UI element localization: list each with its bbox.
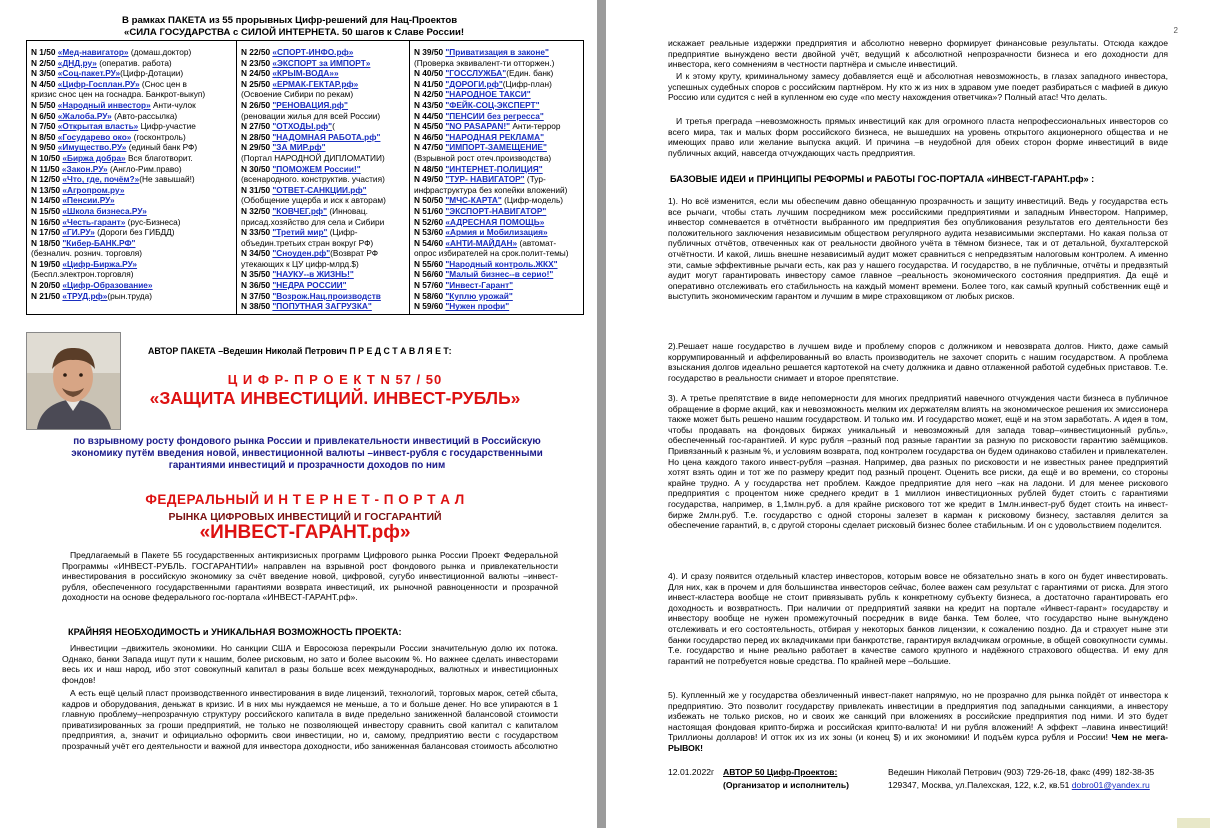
project-number: N 26/50 [241,99,271,110]
project-list-item [241,89,406,100]
project-note: (оператив. работа) [96,57,172,68]
project-list-item [31,206,233,217]
project-name-link[interactable]: «ТРУД.рф» [62,290,108,301]
project-number: N 9/50 [31,142,56,153]
project-number: N 30/50 [241,163,271,174]
project-list-item [241,111,406,122]
project-name-link[interactable]: «ГИ.РУ» [62,227,95,238]
project-number: N 10/50 [31,152,61,163]
project-list-item [241,301,406,312]
project-name-link[interactable]: «ЭКСПОРТ за ИМПОРТ» [272,57,371,68]
project-number: N 22/50 [241,47,271,57]
project-list-item [31,269,233,280]
project-name-link[interactable]: «Мед-навигатор» [57,47,129,57]
project-number: N 21/50 [31,290,61,301]
project-list-item [31,174,233,185]
project-number: N 34/50 [241,248,271,259]
project-number: N 5/50 [31,99,56,110]
project-number: N 28/50 [241,131,271,142]
project-note: Анти-террор [510,121,561,132]
project-name-link[interactable]: "NO PASAPAN!" [445,121,511,132]
project-number: N 41/50 [414,78,444,89]
project-list-item [31,195,233,206]
project-note: (Портал НАРОДНОЙ ДИПЛОМАТИИ) [241,152,385,163]
projects-column-1 [27,41,237,315]
project-note: (Не завышай!) [139,174,195,185]
project-name-link[interactable]: «КРЫМ-ВОДА»» [272,68,339,79]
project-list-item [241,259,406,270]
project-number: N 6/50 [31,110,56,121]
project-list-item [414,269,580,280]
project-number: N 7/50 [31,121,56,132]
document-page-2 [606,0,1210,828]
project-name-link[interactable]: «Честь-гарант» [62,216,126,227]
project-name-link[interactable]: "ПОМОЖЕМ России!" [272,163,361,174]
author-portrait-image [27,333,120,429]
project-name-link[interactable]: "Народный контроль.ЖКХ" [445,258,558,269]
project-number: N 18/50 [31,237,61,248]
project-list-item [241,195,406,206]
footer-author-label: АВТОР 50 Цифр-Проектов: [723,767,838,777]
project-list-item [414,174,580,185]
project-list-item [414,259,580,270]
project-name-link[interactable]: "ИНТЕРНЕТ-ПОЛИЦИЯ" [445,163,543,174]
project-note: (единый банк РФ) [126,142,198,153]
project-note: присад.хозяйство для села и Сибири [241,216,385,227]
project-name-link[interactable]: "МЧС-КАРТА" [445,195,502,206]
project-note: (реновации жилья для всей России) [241,110,381,121]
project-number: N 47/50 [414,142,444,153]
project-name-link[interactable]: "ТУР- НАВИГАТОР" [445,174,525,185]
project-name-link[interactable]: "Сноуден.рф" [272,248,331,259]
principle-2: 2).Решает наше государство в лучшем виде и проблему споров с должником и невозврата долгов. Никто, даже самый коррумпированный и аффелированный во власть производитель не захочет спорить с нашим государством. А проблема взыскания долгов идеально решается картотекой на счету должника и давно отлаженной работой судебных приставов. Т.е. государство в реальности снимает и второе препятствие. [668,341,1168,383]
project-list-item [241,206,406,217]
project-list-item [414,301,580,312]
necessity-paragraph-2: А есть ещё целый пласт производственного инвестирования в виде лицензий, технологий, торговых марок, сетей сбыта, кадров и оборудования, деньжат в кризис. И в них мы нуждаемся не меньше, а то и больше денег. Но все упираются в 1 главную проблему–непрозрачную структуру российского капитала в виде предельно заниженной балансовой стоимости приватизированных за гроши предприятий, не только не позволяющей инвестору сравнить свой капитал с капиталом предприятия, а, значит и официально оформить свои инвестиции, но и, самому, предприятию вести с государством прозрачный учёт его деятельности и важной для инвестора доходности, ибо заниженная балансовая стоимость абсолютно [62,688,558,751]
project-name-link[interactable]: "НАДОМНАЯ РАБОТА.рф" [272,131,381,142]
project-number: N 45/50 [414,121,444,132]
project-list-item [31,291,233,302]
project-list-item [414,217,580,228]
project-list-item [241,238,406,249]
project-list-item [241,164,406,175]
project-name-link[interactable]: «Жалоба.РУ» [57,110,112,121]
necessity-paragraph-1: Инвестиции –движитель экономики. Но санкции США и Евросоюза перекрыли России значительную долю их потока. Однако, банки Запада ищут пути к нашим, более рисковым, но зато и более высоким %. Но важнее сделать инвесторами весь их и наш народ, ибо этот совокупный капитал в разы больше всех международных, валютных и инвестиционных фондов! [62,643,558,685]
project-note: Вся благотворит. [125,152,193,163]
portal-line-3: «ИНВЕСТ-ГАРАНТ.рф» [199,522,411,543]
project-name-link[interactable]: «Армия и Мобилизация» [445,227,548,238]
project-note: (Освоение Сибири по рекам) [241,89,354,100]
principle-5-slogan: Чем не мега-РЫВОК! [668,732,1168,753]
project-note: (Авто-рассылка) [111,110,178,121]
project-list-item [414,248,580,259]
project-note: инфраструктура без копейки вложений) [414,184,568,195]
project-note: (Возврат РФ [330,248,379,259]
p2-top-paragraph-1: искажает реальные издержки предприятия и абсолютно неверно формирует финансовые результаты. Отсюда каждое предприятие вынуждено вести двойной учёт, ведущий к абсолютной непрозрачности бизнеса и его доходности для инвестора, кего сомнениям в честности партнёра и смысле инвестиций. [668,38,1168,70]
project-number: N 36/50 [241,280,271,291]
project-list-item [414,291,580,302]
project-list-item [241,79,406,90]
project-list-item [31,164,233,175]
project-note: (Снос цен в [139,78,187,89]
project-name-link[interactable]: "Кибер-БАНК.РФ" [62,237,136,248]
project-name-link[interactable]: «АДРЕСНАЯ ПОМОЩЬ» [445,216,545,227]
project-list-item [31,217,233,228]
project-number: N 51/60 [414,205,444,216]
principle-5 [668,690,1168,754]
project-list-item [414,58,580,69]
footer-address [888,780,1150,791]
p2-top-paragraph-2: И к этому круту, криминальному замесу добавляется ещё и абсолютная невозможность, в глазах западного инвестора, успешных судебных споров с российским партнёром. Ну кто ж из них в здравом уме поедет разбираться с мафией в дикую Россию или судится с ней в купленном ею суде «по месту нахождения ответчика»? Полный атас! Что делать. [668,71,1168,103]
principle-3: 3). А третье препятствие в виде непомерности для многих предприятий навечного отчуждения части бизнеса в публичное обращение в форме акций, как и невозможность мелким их держателям влиять на экономическое решения их эмиссионера также может быть решено нашим государством. И только им. И государство может, ещё и на этом заработать. А идея в том, чтобы продавать на фондовых биржах уникальный и невозможный для запада товар–«инвестиционный рубль», обеспеченный гос-гарантией. И курс рубля –разный под разные гарантии за разную по рисковости гарантию заёмщиков. Привязанный к разным %, и условиям возврата, под контролем государства он будем одинаково стабилен и привлекателен. Но цена каждого такого инвест-рубля –разная. Например, два разных по рисковости и не известных ранее предприятий хотят взять один и тот же по размеру кредит под разный процент. Оценить все риски, да ещё и во времени, со стороны крайне трудно. А у государства нет проблем. Каждое предприятие для него –как на ладони. И для менее рискового предприятия с процентом ниже среднего кредит в 1 миллион инвестиционных рублей будет стоить с гарантиями государства, например, в 1,1млн.руб. а для крайне рискового тот же кредит в 1млн.инвест-руб будет стоить на инвест-бирже 2млн.руб. Т.е. государство с одной стороны залезет в карман к рисковому бизнесу, заставляя делится за обеспечение гарантий, в, с другой стороны сделает рисковый бизнес более стабильным. И он с удовольствием поделится. [668,393,1168,531]
project-list-item [241,227,406,238]
project-number: N 33/50 [241,227,271,238]
project-list-item [241,153,406,164]
project-name-link[interactable]: "РЕНОВАЦИЯ.рф" [272,99,348,110]
project-note: Анти-чулок [150,99,196,110]
project-title: «ЗАЩИТА ИНВЕСТИЦИЙ. ИНВЕСТ-РУБЛЬ» [149,388,521,408]
project-name-link[interactable]: «Открытая власть» [57,121,139,132]
header-line-1: В рамках ПАКЕТА из 55 прорывных Цифр-решений для Нац-Проектов [122,15,458,26]
project-list-item [241,132,406,143]
project-number: N 54/60 [414,237,444,248]
project-list-item [414,185,580,196]
project-list-item [414,132,580,143]
project-note: (Обобщение ущерба и иск к авторам) [241,195,386,206]
project-list-item [31,185,233,196]
project-list-item [31,280,233,291]
project-number: N 3/50 [31,68,56,79]
project-number: N 43/50 [414,99,444,110]
project-number: N 13/50 [31,184,61,195]
project-number: N 12/50 [31,174,61,185]
project-number: N 20/50 [31,280,61,291]
project-name-link[interactable]: "Приватизация в законе" [445,47,549,57]
project-note: (Цифр-Дотации) [120,68,184,79]
project-number: N 40/50 [414,68,444,79]
project-list-item [31,100,233,111]
project-note: (Цифр-модель) [501,195,564,206]
project-list-item [241,47,406,58]
project-list-item [241,280,406,291]
project-note: ( [332,121,335,132]
project-note: опрос избирателей на срок.полит-темы) [414,248,569,259]
author-photo [26,332,121,430]
project-list-item [414,206,580,217]
project-list-item [414,195,580,206]
projects-column-2 [237,41,410,315]
project-number: N 49/50 [414,174,444,185]
principle-4: 4). И сразу появится отдельный кластер инвесторов, которым вовсе не обязательно знать в кого он будет инвестировать. Для них, как в прочем и для большинства инвесторов сейчас, более важен сам результат с гарантиями от риска. Для этого инвест-кластера вообще не стоит привязывать рубль к конкретному субъекту бизнеса, а достаточно гарантировать его доходность и возвратность. При наличии от предприятий заявки на кредит на портале «Инвест-гарант» государству и инвестору вообще не нужен промежуточный посредник в виде банка. Тем более, что государство ныне вынуждено отслеживать и его состоятельность, отбирая у некоторых банков лицензии, к сожалению поздно. Да и страхует ныне эти банки государство перед их вкладчиками при банкротстве, гарантируя вкладчикам огромные, в общей совокупности суммы. Т.е. государство и ныне реально работает в качестве самого крупного и надёжного страхового общества. И ему для гарантий не потребуется новые средства. По крайней мере –большие. [668,571,1168,666]
footer-contact: Ведешин Николай Петрович (903) 729-26-18, факс (499) 182-38-35 [888,767,1155,777]
portal-line-2: РЫНКА ЦИФРОВЫХ ИНВЕСТИЦИЙ И ГОСГАРАНТИЙ [168,511,442,523]
project-name-link[interactable]: «Цифр-Госплан.РУ» [57,78,140,89]
project-name-link[interactable]: «Агропром.ру» [62,184,125,195]
project-number: N 50/50 [414,195,444,206]
project-note: (Цифр- [327,227,358,238]
project-number: N 37/50 [241,290,271,301]
project-number: N 25/50 [241,78,271,89]
project-list-item [31,142,233,153]
project-number: N 56/60 [414,269,444,280]
project-number: N 19/50 [31,258,61,269]
project-list-item [241,269,406,280]
project-number: N 44/50 [414,110,444,121]
project-code: Ц И Ф Р- П Р О Е К Т N 57 / 50 [227,372,443,387]
project-number: N 17/50 [31,227,61,238]
project-list-item [31,153,233,164]
project-name-link[interactable]: "КОВЧЕГ.рф" [272,205,328,216]
project-list-item [414,121,580,132]
project-list-item [31,89,233,100]
project-number: N 23/50 [241,57,271,68]
project-list-item [241,100,406,111]
project-note: (Взрывной рост отеч.производства) [414,152,552,163]
project-number: N 24/50 [241,68,271,79]
project-number: N 29/50 [241,142,271,153]
project-name-link[interactable]: «АНТИ-МАЙДАН» [445,237,518,248]
project-note: (Беспл.электрон.торговля) [31,269,134,280]
project-note: (Англо-Рим.право) [107,163,182,174]
project-number: N 46/50 [414,131,444,142]
project-note: (Тур- [524,174,546,185]
document-page-1 [0,0,597,828]
project-number: N 52/60 [414,216,444,227]
project-note: (рын.труда) [107,290,153,301]
project-name-link[interactable]: «Соц-пакет.РУ» [57,68,121,79]
project-note: (рус-Бизнеса) [125,216,181,227]
project-name-link[interactable]: «Государево око» [57,131,132,142]
project-list-item [241,68,406,79]
project-list-item [31,79,233,90]
project-number: N 58/60 [414,290,444,301]
project-subtitle: по взрывному росту фондового рынка России и привлекательности инвестиций в Российскую экономику путём введения новой, инвестиционной валюты –инвест-рубля с государственными гарантиями инвестиций и прозрачности доходов по ним [71,436,543,472]
project-name-link[interactable]: "ГОССЛУЖБА" [445,68,507,79]
project-name-link[interactable]: «Что, где, почём?» [62,174,140,185]
intro-paragraph: Предлагаемый в Пакете 55 государственных антикризисных программ Цифрового рынка России Проект Федеральной Программы «ИНВЕСТ-РУБЛЬ. ГОСГАРАНТИИ» направлен на взрывной рост фондового рынка и привлекательности инвестирования в российскую экономику за счёт введение новой, цифровой, сугубо инвестиционной валюты –инвест-рубля, обеспеченного государственными гарантиями возврата инвестиций, их рыночной равноценности и прозрачной доходности на основе федерального гос-портала «ИНВЕСТ-ГАРАНТ.рф». [62,550,558,603]
project-note: Цифр-участие [138,121,196,132]
project-name-link[interactable]: "Нужен профи" [445,301,510,312]
principle-5-text: 5). Купленный же у государства обезличенный инвест-пакет напрямую, но не прозрачно для рынка пойдёт от инвестора к предприятию. Это позволит государству привлекать инвестиции в предприятия под западными санкциями, а инвестору избежать не только рисков, но и своих же санкций при вложениях в российские предприятия под ними. И это будет настоящая фондовая крипто-биржа и российская крипто-валюта! И ни рубля вложений! А эффект –лавина инвестиций! Триллионы долларов! И отток их из их зоны (и конец $) и их экономики! И подъём курса рубля и России! [668,690,1168,743]
project-list-item [241,174,406,185]
project-list-item [414,142,580,153]
project-number: N 55/60 [414,258,444,269]
project-list-item [31,248,233,259]
project-number: N 35/50 [241,269,271,280]
project-note: объедин.третьих стран вокруг РФ) [241,237,374,248]
project-list-item [414,100,580,111]
project-list-item [31,47,233,58]
project-note: (всенародного. конструктив. участия) [241,174,385,185]
project-note: (безналич. рознич. торговля) [31,248,143,259]
project-note: (госконтроль) [131,131,186,142]
project-number: N 15/50 [31,205,61,216]
project-number: N 1/50 [31,47,56,57]
necessity-heading: КРАЙНЯЯ НЕОБХОДИМОСТЬ и УНИКАЛЬНАЯ ВОЗМОЖНОСТЬ ПРОЕКТА: [68,627,402,637]
header-line-2: «СИЛА ГОСУДАРСТВА с СИЛОЙ ИНТЕРНЕТА. 50 шагов к Славе России! [124,27,465,38]
principle-1: 1). Но всё изменится, если мы обеспечим давно обещанную прозрачность и защиту инвестиций. Ведь у государства есть все рычаги, чтобы стать лучшим посредником меж российскими предприятиями и западным Инвестором. Например, инвестор сомневается в отчётности выбранного им предприятия без опубликования результатов его деятельности без положительного заключения независимым обществом регулярного аудита независимыми экспертами. Но какая польза от публичных отчётов, отвеченных как от реальности двойного учёта в тёмном бизнесе, так и от детальной, бухгалтерской отчётности. И какой, лишь внешне независимый аудит может сравниться с непредвзятым налоговым контролем. А именно эти, самые эффективные рычаги есть, как раз у нашего государства. И государство, в не публичные, отчёты и предвзятый аудит могут гарантировать инвестору самое главное –реальность экономического состояния предприятия. Да ещё и оперативно отслеживать его стабильность на каждый момент времени. Более того, как самый крупный собственник ещё и выступить экономическим гарантом и лучшим в мире страховщиком от любых рисков. [668,196,1168,302]
section-heading: БАЗОВЫЕ ИДЕИ и ПРИНЦИПЫ РЕФОРМЫ и РАБОТЫ ГОС-ПОРТАЛА «ИНВЕСТ-ГАРАНТ.рф» : [670,174,1095,184]
project-number: N 2/50 [31,57,56,68]
project-note: (домаш.доктор) [128,47,192,57]
project-number: N 48/50 [414,163,444,174]
status-indicator [1177,818,1210,828]
project-list-item [31,68,233,79]
project-name-link[interactable]: "ЗА МИР.рф" [272,142,326,153]
project-name-link[interactable]: "НАРОДНАЯ РЕКЛАМА" [445,131,545,142]
project-note: (Дороги без ГИБДД) [94,227,175,238]
project-name-link[interactable]: «Цифр-Образование» [62,280,153,291]
project-name-link[interactable]: "Куплю урожай" [445,290,513,301]
project-number: N 38/50 [241,301,271,312]
project-list-item [31,227,233,238]
project-note: утекающих к ЦУ цифр-млрд.$) [241,258,359,269]
project-name-link[interactable]: "ЭКСПОРТ-НАВИГАТОР" [445,205,547,216]
project-list-item [414,89,580,100]
projects-table [26,40,584,315]
project-number: N 59/60 [414,301,444,312]
project-name-link[interactable]: «Народный инвестор» [57,99,151,110]
project-list-item [414,111,580,122]
project-list-item [414,68,580,79]
project-name-link[interactable]: "НАРОДНОЕ ТАКСИ" [445,89,531,100]
project-name-link[interactable]: «Закон.РУ» [61,163,108,174]
footer-date: 12.01.2022г [668,767,715,777]
project-number: N 39/50 [414,47,444,57]
package-header [122,15,542,39]
project-number: N 31/50 [241,184,271,195]
project-note: кризис снос цен на госнадра. Банкрот-выкуп) [31,89,206,100]
project-name-link[interactable]: "ДОРОГИ.рф" [445,78,503,89]
project-list-item [241,185,406,196]
project-note: (автомат- [517,237,557,248]
footer-role: (Организатор и исполнитель) [723,780,850,790]
projects-column-3 [410,41,584,315]
project-list-item [31,259,233,270]
project-list-item [31,111,233,122]
project-number: N 53/60 [414,227,444,238]
portal-line-1: ФЕДЕРАЛЬНЫЙ И Н Т Е Р Н Е Т - П О Р Т А Л [145,492,465,507]
p2-top-paragraph-3: И третья преграда –невозможность прямых инвестиций как для огромного пласта непрофессиональных инвесторов со всего мира, так и малых форм российского бизнеса, не вышедших на уровень открытого акционерного общества и не имеющих право или желание выпуска акций. И причина –в неудобной для обеих сторон форме инвестиций в виде публичных акций, навсегда отчуждающих часть предприятия. [668,116,1168,158]
author-presents: АВТОР ПАКЕТА –Ведешин Николай Петрович П Р Е Д С Т А В Л Я Е Т: [148,346,452,356]
project-name-link[interactable]: "ОТХОДЫ.рф" [272,121,333,132]
project-list-item [414,238,580,249]
project-name-link[interactable]: «Школа бизнеса.РУ» [62,205,147,216]
project-name-link[interactable]: "ПОПУТНАЯ ЗАГРУЗКА" [272,301,372,312]
project-name-link[interactable]: "ФЕЙК-СОЦ-ЭКСПЕРТ" [445,99,540,110]
project-number: N 8/50 [31,131,56,142]
project-number: N 11/50 [31,163,60,174]
project-name-link[interactable]: "Возрож.Нац.производств [272,290,381,301]
project-name-link[interactable]: «Имущество.РУ» [57,142,127,153]
project-name-link[interactable]: «Пенсии.РУ» [62,195,115,206]
project-name-link[interactable]: "Инвест-Гарант" [445,280,514,291]
project-name-link[interactable]: "ОТВЕТ-САНКЦИИ.рф" [272,184,367,195]
footer-address-text: 129347, Москва, ул.Палехская, 122, к.2, кв.51 [888,780,1072,790]
project-list-item [414,280,580,291]
project-number: N 4/50 [31,78,56,89]
project-list-item [31,121,233,132]
project-name-link[interactable]: "Третий мир" [272,227,328,238]
project-note: (Инновац. [327,205,368,216]
project-list-item [241,142,406,153]
footer-email-link[interactable]: dobro01@yandex.ru [1071,780,1150,790]
project-name-link[interactable]: "Малый бизнес--в серио!" [445,269,554,280]
project-name-link[interactable]: "ПЕНСИИ без регресса" [445,110,544,121]
project-list-item [414,153,580,164]
project-list-item [241,248,406,259]
project-number: N 27/50 [241,121,271,132]
project-list-item [241,58,406,69]
project-note: (Проверка эквивалент-ти отторжен.) [414,57,555,68]
project-number: N 16/50 [31,216,61,227]
project-list-item [241,217,406,228]
project-note: (Един. банк) [506,68,554,79]
project-name-link[interactable]: "НАУКУ--в ЖИЗНЬ!" [272,269,354,280]
project-number: N 32/50 [241,205,271,216]
project-list-item [31,238,233,249]
project-note: (Цифр-план) [502,78,552,89]
project-list-item [241,121,406,132]
project-list-item [414,79,580,90]
project-list-item [31,132,233,143]
project-name-link[interactable]: "ИМПОРТ-ЗАМЕЩЕНИЕ" [445,142,547,153]
project-list-item [414,227,580,238]
project-number: N 14/50 [31,195,61,206]
project-list-item [241,291,406,302]
page-number: 2 [1173,26,1178,35]
project-name-link[interactable]: «ЕРМАК-ГЕКТАР.рф» [272,78,359,89]
project-list-item [31,58,233,69]
project-list-item [414,47,580,58]
project-name-link[interactable]: "НЕДРА РОССИИ" [272,280,347,291]
project-number: N 42/50 [414,89,444,100]
project-name-link[interactable]: «Биржа добра» [62,152,126,163]
project-name-link[interactable]: «Цифр-Биржа.РУ» [62,258,138,269]
project-name-link[interactable]: «ДНД.ру» [57,57,97,68]
project-list-item [414,164,580,175]
project-name-link[interactable]: «СПОРТ-ИНФО.рф» [272,47,354,57]
project-number: N 57/60 [414,280,444,291]
